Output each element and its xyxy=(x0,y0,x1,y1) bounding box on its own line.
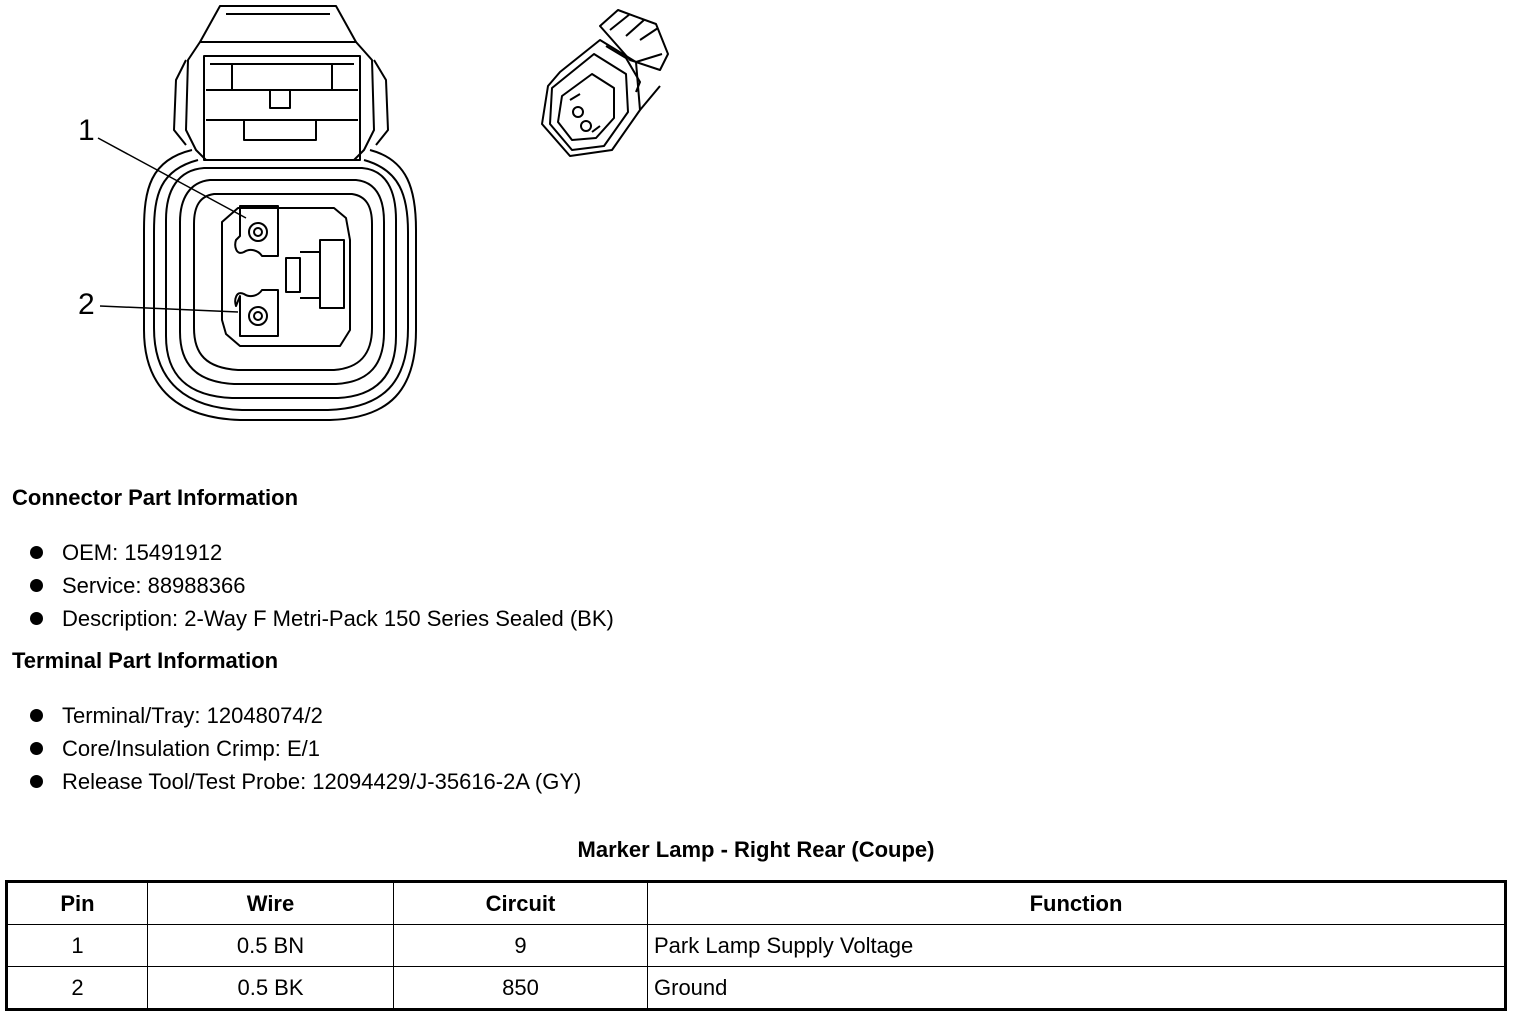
terminal-info-list xyxy=(0,699,581,798)
list-item: Release Tool/Test Probe: 12094429/J-35616-2A (GY) xyxy=(0,765,581,798)
list-item: Terminal/Tray: 12048074/2 xyxy=(0,699,581,732)
table-header-row xyxy=(7,882,1506,925)
cell-circuit: 850 xyxy=(394,967,648,1010)
connector-face-drawing xyxy=(0,0,1520,470)
list-item: OEM: 15491912 xyxy=(0,536,614,569)
list-item: Core/Insulation Crimp: E/1 xyxy=(0,732,581,765)
pin-callout-1: 1 xyxy=(78,114,95,147)
connector-info-list xyxy=(0,536,614,635)
cell-pin: 1 xyxy=(7,925,148,967)
terminal-info-heading: Terminal Part Information xyxy=(12,648,279,673)
list-item: Description: 2-Way F Metri-Pack 150 Series Sealed (BK) xyxy=(0,602,614,635)
cell-pin: 2 xyxy=(7,967,148,1010)
connector-isometric-icon xyxy=(542,10,668,156)
column-header-wire: Wire xyxy=(148,882,394,925)
connector-info-heading: Connector Part Information xyxy=(12,485,299,510)
bullet-icon xyxy=(30,546,43,559)
table-row xyxy=(7,967,1506,1010)
cell-function: Park Lamp Supply Voltage xyxy=(648,925,1506,967)
cell-function: Ground xyxy=(648,967,1506,1010)
column-header-pin: Pin xyxy=(7,882,148,925)
pin-callout-2: 2 xyxy=(78,288,95,321)
bullet-icon xyxy=(30,709,43,722)
cell-wire: 0.5 BN xyxy=(148,925,394,967)
table-row xyxy=(7,925,1506,967)
table-title: Marker Lamp - Right Rear (Coupe) xyxy=(577,837,935,862)
cell-circuit: 9 xyxy=(394,925,648,967)
bullet-icon xyxy=(30,579,43,592)
bullet-icon xyxy=(30,775,43,788)
column-header-function: Function xyxy=(648,882,1506,925)
column-header-circuit: Circuit xyxy=(394,882,648,925)
list-item: Service: 88988366 xyxy=(0,569,614,602)
bullet-icon xyxy=(30,742,43,755)
connector-diagram xyxy=(0,0,1520,470)
bullet-icon xyxy=(30,612,43,625)
pinout-table xyxy=(5,880,1507,1011)
cell-wire: 0.5 BK xyxy=(148,967,394,1010)
